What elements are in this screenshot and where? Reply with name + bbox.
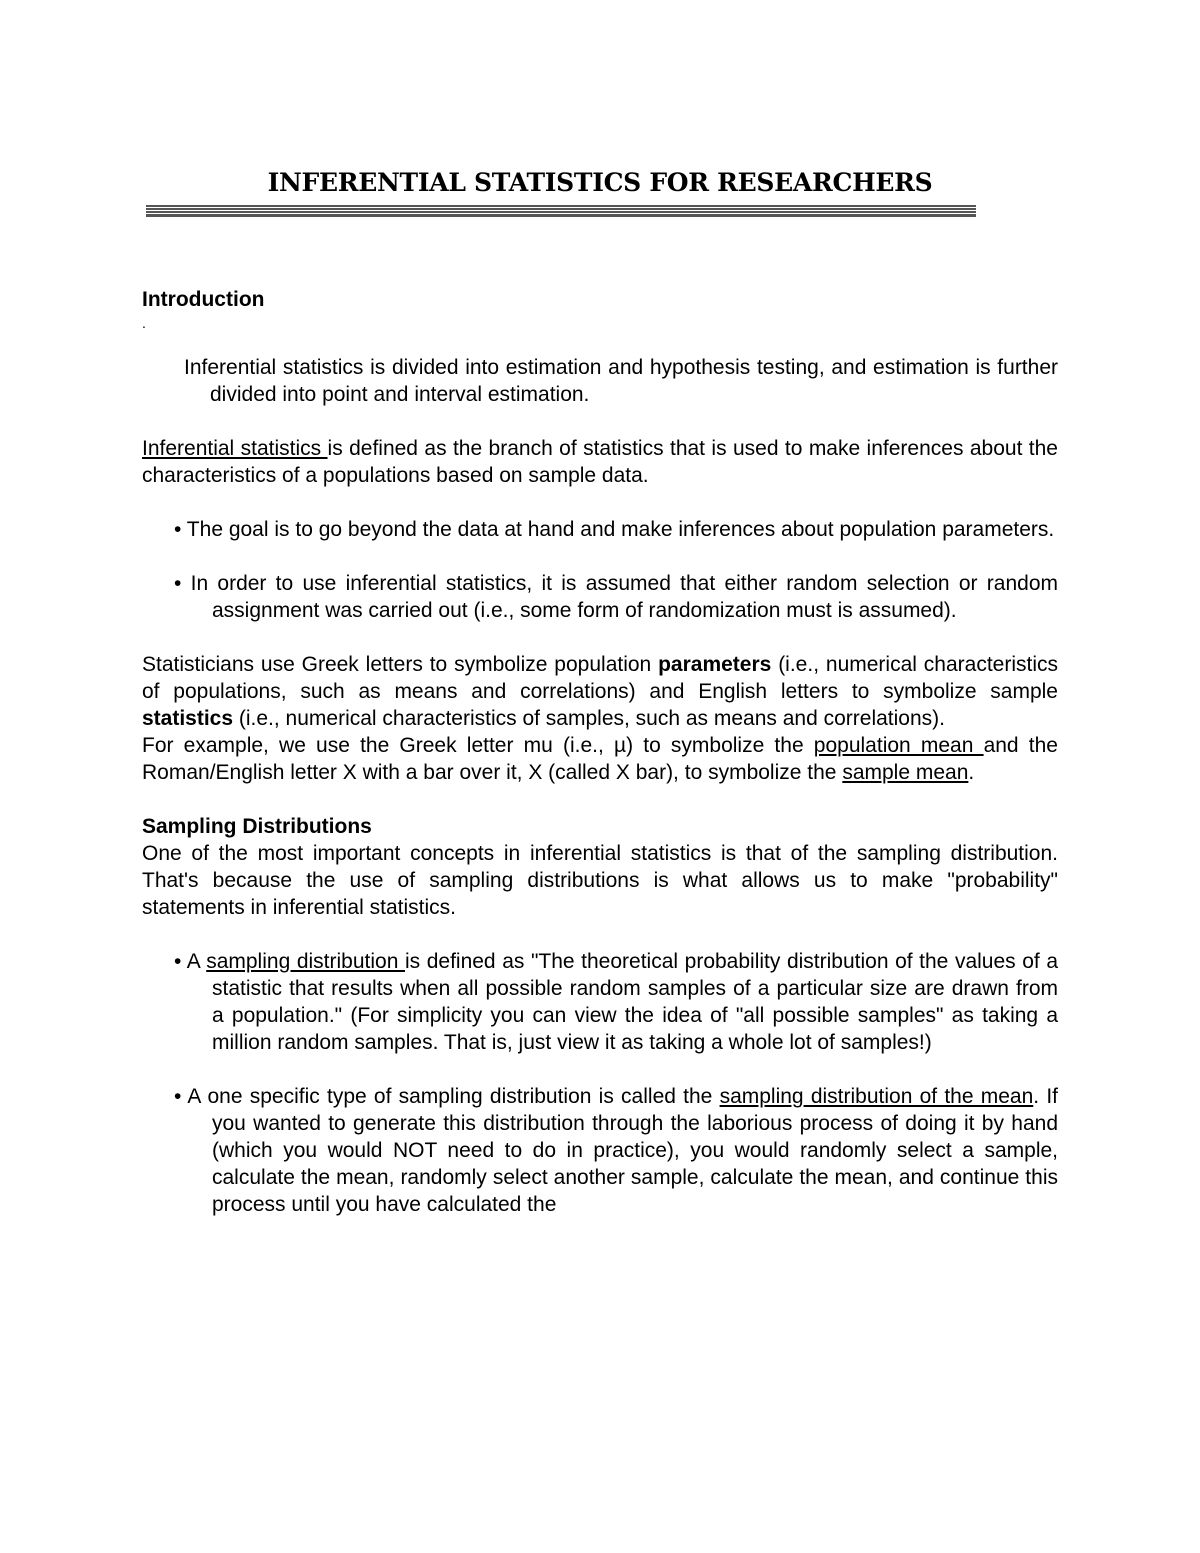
term-sampling-distribution: sampling distribution [206, 950, 405, 973]
para3-text-c: (i.e., numerical characteristics of populations, such as means and correlations) and English letters to symbolize sample [142, 653, 1058, 703]
sampling-bullet-1-a: • A [174, 950, 207, 973]
sampling-distributions-heading: Sampling Distributions [142, 815, 372, 838]
term-population-mean: population mean [813, 734, 984, 757]
introduction-heading: Introduction [142, 288, 265, 311]
sampling-paragraph-1: One of the most important concepts in inferential statistics is that of the sampling distribution. That's because the use of sampling distributions is what allows us to make "probability" statements in inferential statistics. [142, 842, 1058, 919]
sampling-bullet-2-c: . If you wanted to generate this distribution through the laborious process of doing it by hand (which you would NOT need to do in practice), you would randomly select a sample, calculate the mean, randomly select another sample, calculate the mean, and continue this process until you have calculated the [212, 1085, 1059, 1216]
sampling-bullet-2 [142, 1083, 1058, 1218]
term-sampling-distribution-of-the-mean: sampling distribution of the mean [719, 1085, 1034, 1108]
para3-text-a: Statisticians use Greek letters to symbolize population [142, 653, 659, 676]
document-title: INFERENTIAL STATISTICS FOR RESEARCHERS [267, 168, 933, 197]
para4-text-a: For example, we use the Greek letter mu (i.e., µ) to symbolize the [142, 734, 814, 757]
para3-text-e: (i.e., numerical characteristics of samples, such as means and correlations). [233, 707, 945, 730]
sampling-bullet-1-c: is defined as "The theoretical probability distribution of the values of a statistic that results when all possible random samples of a particular size are drawn from a population." (For simplicity you can view the idea of "all possible samples" as taking a million random samples. That is, just view it as taking a whole lot of samples!) [212, 950, 1059, 1054]
intro-bullet-2: • In order to use inferential statistics, it is assumed that either random selection or random assignment was carried out (i.e., some form of randomization must is assumed). [174, 572, 1058, 622]
term-sample-mean: sample mean [842, 761, 969, 784]
stray-dot: . [142, 315, 146, 331]
intro-paragraph-4 [142, 732, 1058, 786]
sampling-bullet-1 [142, 948, 1058, 1056]
intro-paragraph-3 [142, 651, 1058, 732]
para4-text-c: and the Roman/English letter X with a bar over it, X (called X bar), to symbolize the [142, 734, 1058, 784]
title-underline-rule [146, 205, 976, 217]
term-inferential-statistics: Inferential statistics [142, 437, 328, 460]
para4-text-e: . [968, 761, 975, 784]
intro-paragraph-1: Inferential statistics is divided into estimation and hypothesis testing, and estimation is further divided into point and interval estimation. [184, 356, 1058, 406]
intro-paragraph-2-text: is defined as the branch of statistics that is used to make inferences about the characteristics of a populations based on sample data. [142, 437, 1058, 487]
intro-paragraph-2 [142, 435, 1058, 489]
sampling-bullet-2-a: • A one specific type of sampling distribution is called the [174, 1085, 720, 1108]
term-parameters: parameters [658, 653, 772, 676]
document-body [142, 286, 1058, 1218]
intro-bullet-1: • The goal is to go beyond the data at hand and make inferences about population parameters. [174, 518, 1055, 541]
term-statistics: statistics [142, 707, 234, 730]
